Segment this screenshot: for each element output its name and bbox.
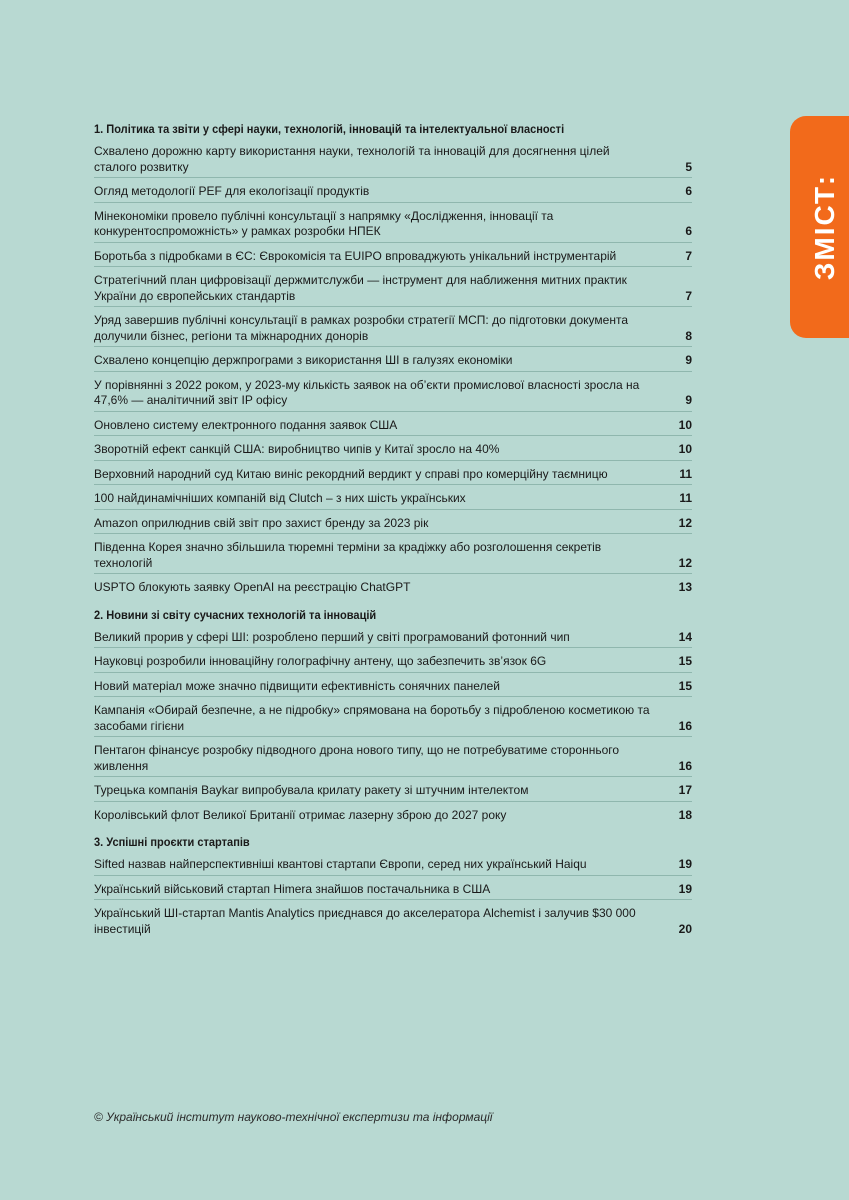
entry-title: Науковці розробили інноваційну голографічну антену, що забезпечить зв’язок 6G: [94, 654, 547, 668]
entry-title: Королівський флот Великої Британії отримає лазерну зброю до 2027 року: [94, 807, 507, 822]
entry-title: Турецька компанія Baykar випробувала крилату ракету зі штучним інтелектом: [94, 783, 529, 797]
entry-page: 13: [678, 580, 692, 594]
toc-entry[interactable]: [94, 807, 692, 826]
toc-entry[interactable]: [94, 248, 692, 268]
toc-entry[interactable]: [94, 881, 692, 901]
entry-page: 16: [678, 758, 692, 773]
entry-page: 7: [685, 288, 692, 303]
toc-entry[interactable]: [94, 742, 692, 777]
section-title: 2. Новини зі світу сучасних технологій та інновацій: [94, 607, 377, 622]
entry-title: Схвалено дорожню карту використання науки, технологій та інновацій для досягнення цілей сталого розвитку: [94, 144, 610, 174]
entry-title: У порівнянні з 2022 роком, у 2023-му кількість заявок на об’єкти промислової власності зросла на 47,6% — аналітичний звіт IP офісу: [94, 377, 640, 407]
entry-page: 6: [685, 224, 692, 238]
toc-entry[interactable]: [94, 702, 692, 737]
entry-title: Український ШІ-стартап Mantis Analytics приєднався до акселератора Alchemist і залучив $30 000 інвестицій: [94, 906, 636, 936]
entry-page: 10: [678, 417, 692, 432]
entry-page: 18: [678, 807, 692, 822]
entry-title: Український військовий стартап Himera знайшов постачальника в США: [94, 881, 491, 896]
entry-page: 17: [678, 783, 692, 797]
section-title: 1. Політика та звіти у сфері науки, технологій, інновацій та інтелектуальної власності: [94, 122, 565, 136]
entry-page: 11: [679, 491, 692, 505]
entry-page: 8: [685, 328, 692, 343]
toc-entry[interactable]: [94, 441, 692, 461]
toc-entry[interactable]: [94, 466, 692, 486]
entry-title: Пентагон фінансує розробку підводного дрона нового типу, що не потребуватиме стороннього живлення: [94, 743, 620, 773]
toc-section-1: [94, 122, 692, 598]
toc-entry[interactable]: [94, 856, 692, 876]
contents-tab: [790, 116, 849, 338]
entry-page: 6: [685, 184, 692, 198]
entry-page: 15: [678, 654, 692, 668]
entry-page: 19: [678, 857, 692, 871]
toc-entry[interactable]: [94, 629, 692, 649]
toc-entry[interactable]: [94, 377, 692, 412]
table-of-contents: [94, 122, 692, 949]
entry-title: Кампанія «Обирай безпечне, а не підробку» спрямована на боротьбу з підробленою косметикою та засобами гігієни: [94, 703, 650, 733]
entry-page: 5: [685, 159, 692, 174]
entry-page: 9: [685, 353, 692, 367]
entry-title: Новий матеріал може значно підвищити ефективність сонячних панелей: [94, 678, 500, 693]
toc-entry[interactable]: [94, 208, 692, 243]
entry-page: 9: [685, 393, 692, 407]
toc-entry[interactable]: [94, 143, 692, 178]
entry-page: 10: [678, 442, 692, 456]
entry-page: 12: [678, 555, 692, 570]
entry-title: Amazon оприлюднив свій звіт про захист бренду за 2023 рік: [94, 515, 429, 530]
toc-entry[interactable]: [94, 352, 692, 372]
entry-page: 19: [678, 881, 692, 896]
entry-title: Схвалено концепцію держпрограми з використання ШІ в галузях економіки: [94, 353, 513, 367]
entry-title: Боротьба з підробками в ЄС: Єврокомісія та EUIPO впроваджують унікальний інструментарій: [94, 248, 617, 263]
toc-entry[interactable]: [94, 515, 692, 535]
toc-entry[interactable]: [94, 678, 692, 698]
toc-entry[interactable]: [94, 653, 692, 673]
entry-title: Уряд завершив публічні консультації в рамках розробки стратегії МСП: до підготовки документа долучили бізнес, регіони та міжнародних донорів: [94, 313, 628, 343]
entry-title: Стратегічний план цифровізації держмитслужби — інструмент для наближення митних практик України до європейських стандартів: [94, 273, 627, 303]
toc-entry[interactable]: [94, 312, 692, 347]
toc-entry[interactable]: [94, 417, 692, 437]
toc-entry[interactable]: [94, 490, 692, 510]
entry-title: Огляд методології PEF для екологізації продуктів: [94, 184, 370, 198]
entry-title: USPTO блокують заявку OpenAI на реєстрацію ChatGPT: [94, 580, 411, 594]
entry-title: Верховний народний суд Китаю виніс рекордний вердикт у справі про комерційну таємницю: [94, 466, 608, 481]
contents-tab-label: ЗМІСТ:: [809, 173, 840, 281]
entry-page: 15: [678, 678, 692, 693]
toc-entry[interactable]: [94, 905, 692, 939]
toc-entry[interactable]: [94, 539, 692, 574]
entry-title: Зворотній ефект санкцій США: виробництво чипів у Китаї зросло на 40%: [94, 442, 500, 456]
entry-page: 14: [678, 629, 692, 644]
entry-title: Sifted назвав найперспективніші квантові стартапи Європи, серед них український Haiqu: [94, 857, 587, 871]
entry-page: 7: [685, 248, 692, 263]
toc-entry[interactable]: [94, 272, 692, 307]
toc-entry[interactable]: [94, 183, 692, 203]
toc-section-2: [94, 608, 692, 826]
entry-page: 11: [679, 466, 692, 481]
toc-section-3: [94, 835, 692, 939]
entry-title: Південна Корея значно збільшила тюремні терміни за крадіжку або розголошення секретів технологій: [94, 540, 602, 570]
copyright-footer: © Український інститут науково-технічної експертизи та інформації: [94, 1110, 493, 1124]
entry-page: 16: [678, 718, 692, 733]
entry-title: Оновлено систему електронного подання заявок США: [94, 417, 398, 432]
entry-title: Мінекономіки провело публічні консультації з напрямку «Дослідження, інновації та конкурентоспроможність» у рамках розробки НПЕК: [94, 208, 554, 238]
toc-entry[interactable]: [94, 782, 692, 802]
entry-page: 12: [678, 515, 692, 530]
entry-title: 100 найдинамічніших компаній від Clutch – з них шість українських: [94, 491, 466, 505]
section-title: 3. Успішні проєкти стартапів: [94, 835, 250, 849]
toc-entry[interactable]: [94, 579, 692, 598]
entry-title: Великий прорив у сфері ШІ: розроблено перший у світі програмований фотонний чип: [94, 629, 570, 644]
entry-page: 20: [678, 921, 692, 936]
